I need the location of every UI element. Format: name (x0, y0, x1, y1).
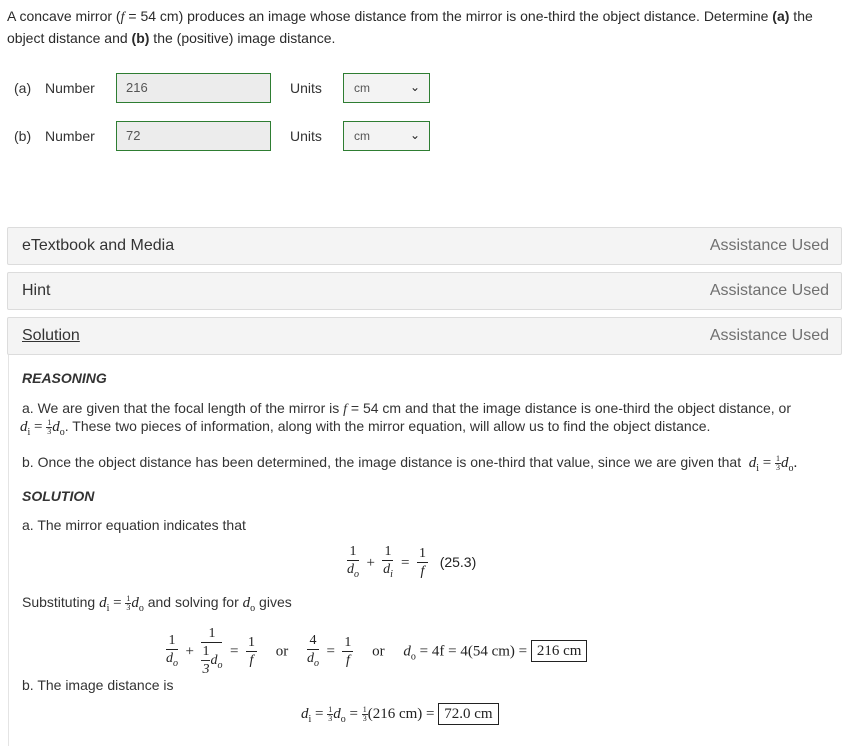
unit-b-select[interactable] (343, 121, 430, 151)
number-label: Number (45, 128, 95, 144)
assistance-status: Assistance Used (709, 282, 829, 299)
chevron-down-icon: ⌄ (409, 80, 420, 94)
assistance-status: Assistance Used (709, 237, 829, 254)
units-label: Units (290, 128, 322, 144)
units-label: Units (290, 80, 322, 96)
chevron-down-icon: ⌄ (409, 128, 420, 142)
unit-a-select[interactable] (343, 73, 430, 103)
part-a-label: (a) (14, 80, 32, 96)
solving-equation: $\frac{1}{d_o}$ + 1 $\frac{1}{3}$ $d_o$ = $\frac{1}{f}$ or $\frac{4}{d_o}$ = $\frac{1}{f}$ or $d_o = 4f = 4(54$ cm) = 216 cm (166, 625, 587, 679)
panel-title: Hint (22, 282, 51, 299)
reasoning-heading: REASONING (22, 370, 107, 386)
part-b-label: (b) (14, 128, 32, 144)
reasoning-a-line2: $d_i$ = $\frac{1}{3}$ $d_o$. These two pieces of information, along with the mirror equation, will allow us to find the object distance. (20, 418, 711, 438)
answer-a-input[interactable]: 216 (116, 73, 271, 103)
solution-heading: SOLUTION (22, 488, 95, 504)
number-label: Number (45, 80, 95, 96)
mirror-equation: $\frac{1}{d_o}$ + $\frac{1}{d_i}$ = $\frac{1}{f}$ (25.3) (347, 544, 477, 580)
etextbook-panel[interactable] (7, 227, 842, 265)
reasoning-b: b. Once the object distance has been determined, the image distance is one-third that value, since we are given that $d_i$ = $\frac{1}{3}$ $d_o$. (22, 454, 798, 474)
substituting-line: Substituting $d_i$ = $\frac{1}{3}$ $d_o$ and solving for $d_o$ gives (22, 594, 292, 614)
panel-title[interactable]: Solution (22, 327, 80, 344)
reasoning-a-line1: a. We are given that the focal length of the mirror is f = 54 cm and that the image distance is one-third the object distance, or (22, 400, 791, 417)
question-text: A concave mirror (f = 54 cm) produces an image whose distance from the mirror is one-third the object distance. Determine (a) the object distance and (b) the (positive) image distance. (7, 8, 813, 46)
hint-panel[interactable] (7, 272, 842, 310)
unit-b-value: cm (354, 129, 370, 143)
answer-b-input[interactable]: 72 (116, 121, 271, 151)
image-distance-equation: $d_i$ = $\frac{1}{3}$ $d_o$ = $\frac{1}{3}$ (216 cm) = 72.0 cm (301, 706, 499, 725)
assistance-status: Assistance Used (709, 327, 829, 344)
panel-title: eTextbook and Media (22, 237, 175, 254)
unit-a-value: cm (354, 81, 370, 95)
answer-a-box: 216 cm (531, 640, 588, 662)
solution-b-intro: b. The image distance is (22, 677, 174, 693)
solution-a-intro: a. The mirror equation indicates that (22, 517, 246, 533)
answer-b-box: 72.0 cm (438, 703, 498, 725)
solution-panel[interactable] (7, 317, 842, 355)
